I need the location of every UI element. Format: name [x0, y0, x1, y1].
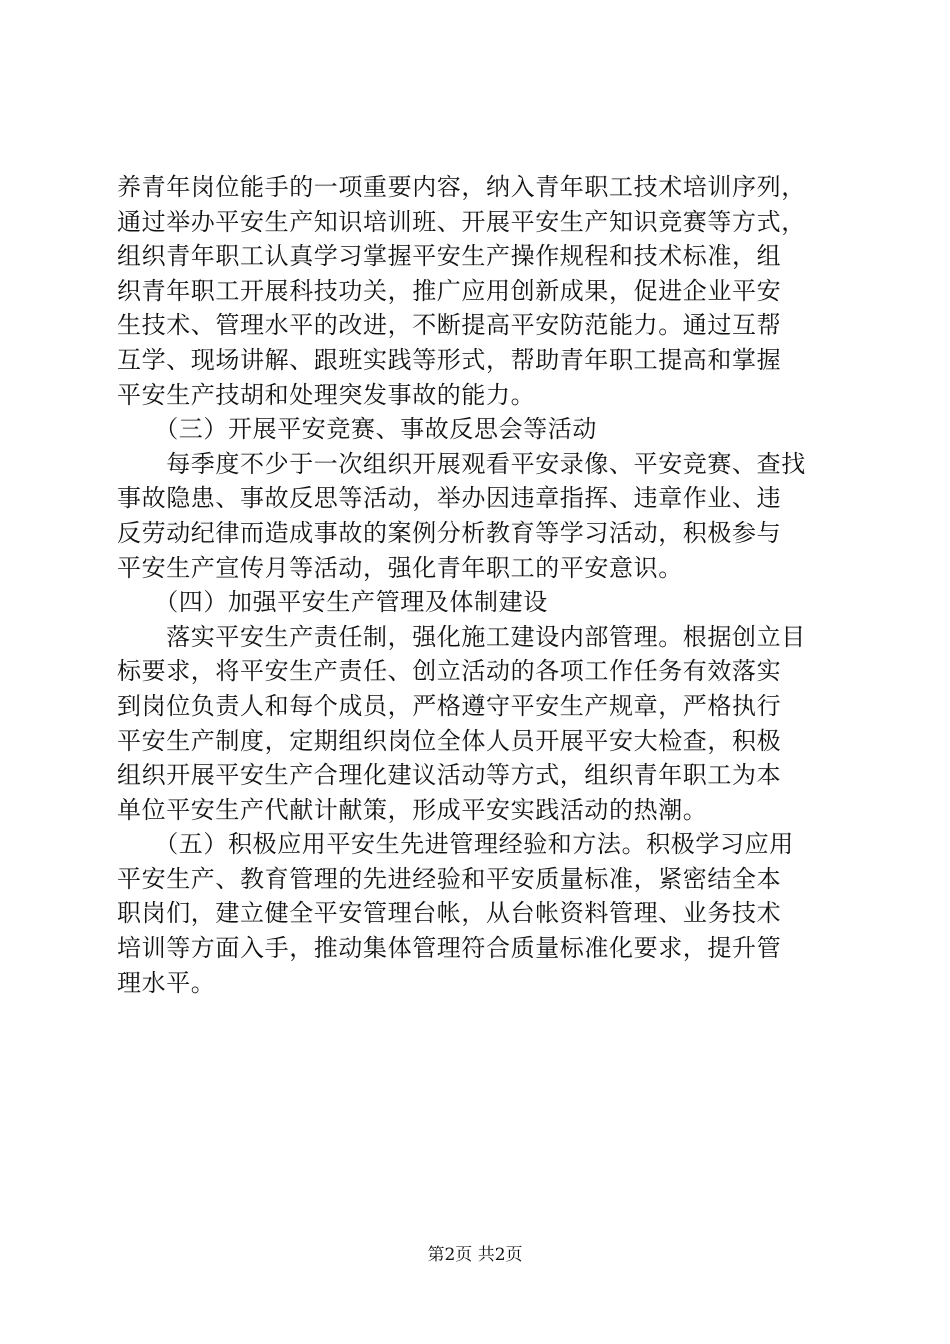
text-line: 每季度不少于一次组织开展观看平安录像、平安竞赛、查找 [117, 449, 806, 478]
text-line: 反劳动纪律而造成事故的案例分析教育等学习活动，积极参与 [117, 518, 782, 547]
text-line: 组织青年职工认真学习掌握平安生产操作规程和技术标准，组 [117, 242, 782, 271]
text-line: 落实平安生产责任制，强化施工建设内部管理。根据创立目 [117, 622, 806, 651]
text-line: 理水平。 [117, 968, 216, 997]
text-line: 生技术、管理水平的改进，不断提高平安防范能力。通过互帮 [117, 311, 782, 340]
text-line: 养青年岗位能手的一项重要内容，纳入青年职工技术培训序列， [117, 173, 806, 201]
text-line: 平安生产制度，定期组织岗位全体人员开展平安大检查，积极 [117, 726, 782, 755]
text-line: 平安生产、教育管理的先进经验和平安质量标准，紧密结全本 [117, 864, 782, 893]
text-line: 到岗位负责人和每个成员，严格遵守平安生产规章，严格执行 [117, 691, 782, 720]
text-line: 平安生产宣传月等活动，强化青年职工的平安意识。 [117, 553, 683, 582]
text-line: 通过举办平安生产知识培训班、开展平安生产知识竞赛等方式， [117, 207, 806, 236]
text-line: 事故隐患、事故反思等活动，举办因违章指挥、违章作业、违 [117, 484, 782, 513]
text-line: 标要求，将平安生产责任、创立活动的各项工作任务有效落实 [117, 657, 782, 686]
section-heading: （四）加强平安生产管理及体制建设 [117, 588, 548, 617]
section-heading: （三）开展平安竞赛、事故反思会等活动 [117, 415, 597, 444]
body-text [117, 170, 837, 1000]
text-line: 培训等方面入手，推动集体管理符合质量标准化要求，提升管 [117, 934, 782, 963]
text-line: 单位平安生产代献计献策，形成平安实践活动的热潮。 [117, 795, 708, 824]
text-line: 织青年职工开展科技功关，推广应用创新成果，促进企业平安 [117, 276, 782, 305]
text-line: 组织开展平安生产合理化建议活动等方式，组织青年职工为本 [117, 761, 782, 790]
page-number-footer: 第2页 共2页 [427, 1245, 523, 1265]
text-line: 互学、现场讲解、跟班实践等形式，帮助青年职工提高和掌握 [117, 345, 782, 374]
section-heading: （五）积极应用平安生先进管理经验和方法。积极学习应用 [117, 830, 794, 859]
text-line: 职岗们，建立健全平安管理台帐，从台帐资料管理、业务技术 [117, 899, 782, 928]
text-line: 平安生产技胡和处理突发事故的能力。 [117, 380, 536, 409]
